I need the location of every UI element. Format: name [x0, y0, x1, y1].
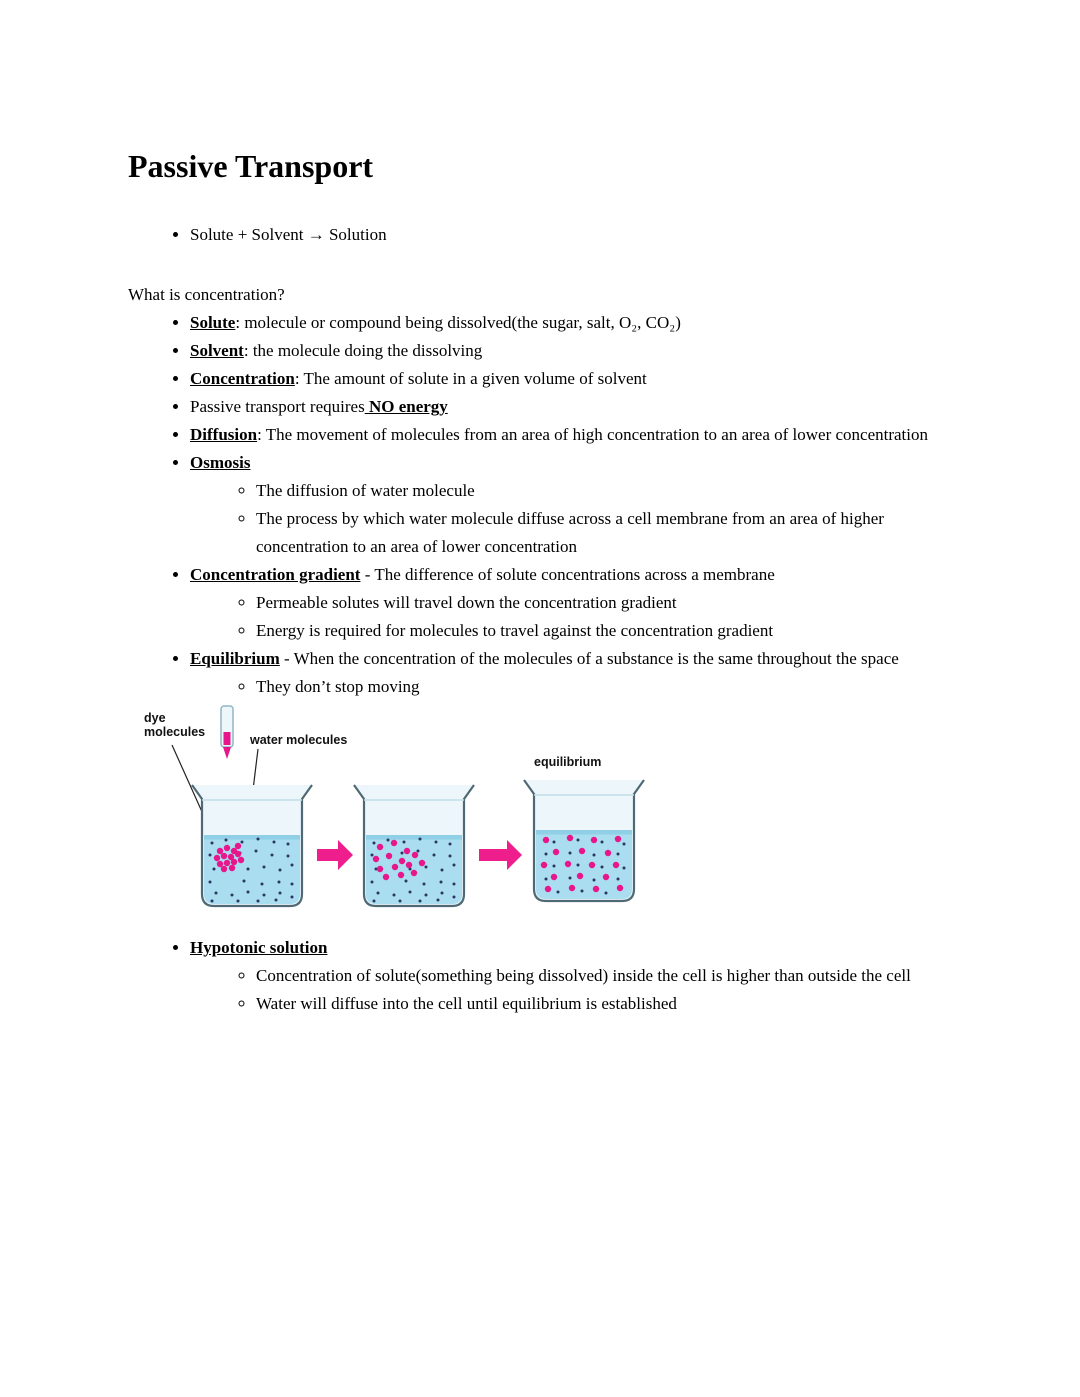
- bullet-term: NO energy: [364, 397, 448, 416]
- bullet-rest: : the molecule doing the dissolving: [243, 341, 483, 360]
- sub-bullet-text: Permeable solutes will travel down the concentration gradient: [256, 593, 677, 612]
- list-item-concentration-gradient: [190, 561, 956, 645]
- list-item-diffusion: [190, 421, 956, 449]
- sub-list-item: [256, 617, 956, 645]
- sub-list: [190, 673, 956, 701]
- sub-bullet-text: Water will diffuse into the cell until equilibrium is established: [256, 994, 677, 1013]
- bullet-term: Concentration: [190, 369, 295, 388]
- bullet-term: Hypotonic solution: [190, 938, 328, 957]
- sub-list-item: [256, 673, 956, 701]
- list-item-hypotonic: [190, 934, 956, 1018]
- sub-list-item: [256, 477, 956, 505]
- bullet-term: Solute: [190, 313, 236, 332]
- bullet-term: Solvent: [190, 341, 244, 360]
- sub-list: [190, 962, 956, 1018]
- sub-list-item: [256, 962, 956, 990]
- list-item-solute: [190, 309, 956, 337]
- intro-text: Solute + Solvent → Solution: [190, 225, 387, 244]
- equilibrium-label: equilibrium: [534, 755, 602, 769]
- list-item-equilibrium: [190, 645, 956, 701]
- bullet-pre: Passive transport requires: [190, 397, 365, 416]
- bullet-rest: : molecule or compound being dissolved(the sugar, salt, O₂, CO₂): [235, 313, 681, 332]
- bullet-rest: : The movement of molecules from an area of high concentration to an area of lower concentration: [257, 425, 928, 444]
- sub-list-item: [256, 990, 956, 1018]
- section-question: What is concentration?: [128, 285, 285, 304]
- water-molecules-label: water molecules: [250, 733, 348, 747]
- bullet-term: Diffusion: [190, 425, 258, 444]
- bullet-rest: - The difference of solute concentrations across a membrane: [360, 565, 775, 584]
- sub-bullet-text: The diffusion of water molecule: [256, 481, 475, 500]
- hypotonic-list: [128, 934, 956, 1018]
- bullet-rest: : The amount of solute in a given volume of solvent: [294, 369, 647, 388]
- sub-list: [190, 589, 956, 645]
- bullet-term: Osmosis: [190, 453, 251, 472]
- beaker-3: [524, 780, 644, 901]
- bullet-term: Concentration gradient: [190, 565, 361, 584]
- sub-bullet-text: They don’t stop moving: [256, 677, 420, 696]
- beaker-2: [354, 785, 474, 906]
- page-title: Passive Transport: [128, 148, 374, 184]
- osmosis-diffusion-diagram: [142, 705, 702, 920]
- dropper-icon: [221, 706, 233, 759]
- list-item: [190, 221, 956, 249]
- bullet-rest: - When the concentration of the molecules of a substance is the same throughout the space: [279, 649, 899, 668]
- bullet-term: Equilibrium: [190, 649, 280, 668]
- diffusion-arrow-2-icon: [479, 840, 522, 870]
- sub-bullet-text: The process by which water molecule diffuse across a cell membrane from an area of higher concentration to an area of lower concentration: [256, 509, 884, 556]
- sub-list-item: [256, 505, 956, 561]
- dye-molecules-label: dye molecules: [144, 711, 206, 739]
- list-item-no-energy: [190, 393, 956, 421]
- list-item-solvent: [190, 337, 956, 365]
- sub-bullet-text: Energy is required for molecules to travel against the concentration gradient: [256, 621, 774, 640]
- intro-list: [128, 221, 956, 249]
- list-item-osmosis: [190, 449, 956, 561]
- sub-bullet-text: Concentration of solute(something being dissolved) inside the cell is higher than outside the cell: [256, 966, 911, 985]
- diagram-canvas: [142, 705, 702, 920]
- sub-list-item: [256, 589, 956, 617]
- sub-list: [190, 477, 956, 561]
- list-item-concentration: [190, 365, 956, 393]
- definition-list: [128, 309, 956, 701]
- beaker-1: [192, 785, 312, 906]
- diffusion-arrow-1-icon: [317, 840, 353, 870]
